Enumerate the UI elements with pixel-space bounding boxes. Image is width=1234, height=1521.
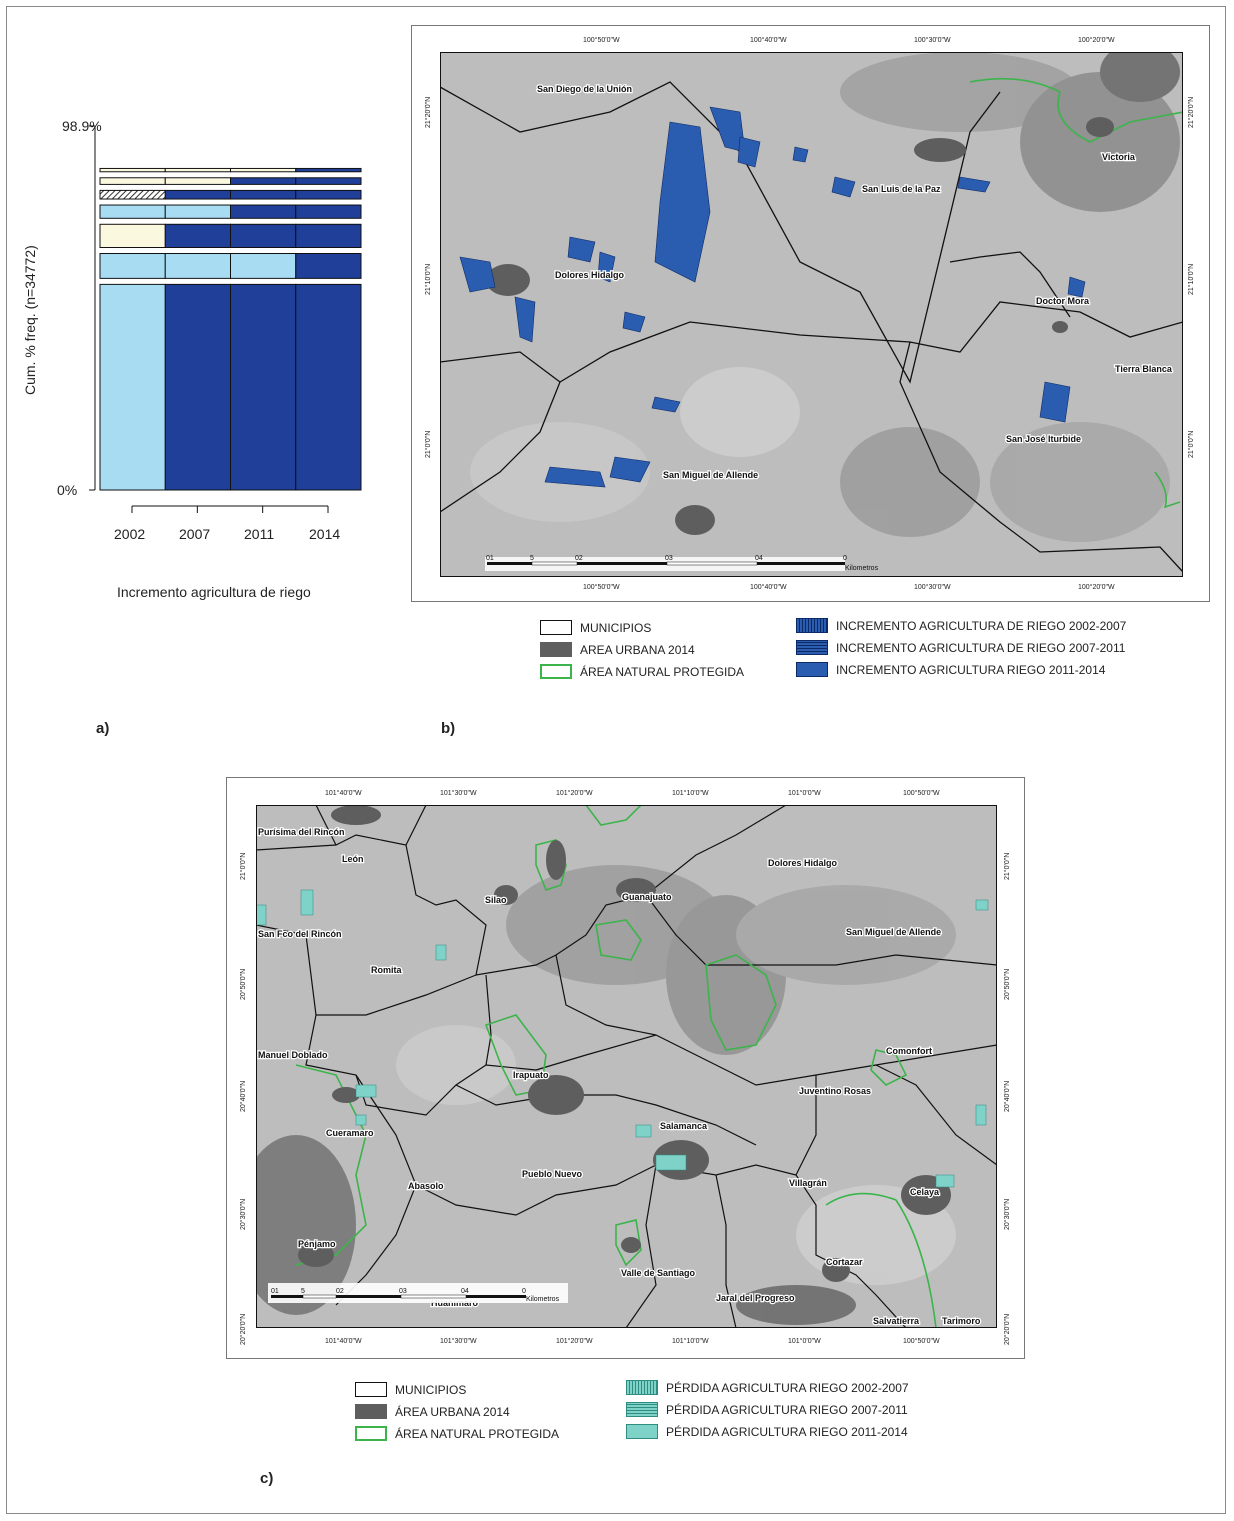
urban-swatch: [355, 1404, 387, 1419]
svg-text:02: 02: [336, 1288, 344, 1295]
place-label: Dolores Hidalgo: [768, 858, 838, 868]
legend-increase-2002-2007: INCREMENTO AGRICULTURA DE RIEGO 2002-2007: [796, 618, 1126, 633]
place-label: Valle de Santiago: [621, 1268, 696, 1278]
bar-cell-2007: [165, 168, 230, 171]
map-c-side-coord: 20°20'0"N: [240, 1313, 247, 1345]
map-b-bottom-coord: 100°20'0"W: [1078, 584, 1115, 591]
bar-cell-2002: [100, 168, 165, 171]
bar-cell-2011: [231, 178, 296, 185]
place-label: San Diego de la Unión: [537, 84, 633, 94]
bar-cell-2007: [165, 224, 230, 247]
bar-cell-2007: [165, 190, 230, 199]
place-label: San José Iturbide: [1006, 434, 1082, 444]
map-c-top-coord: 100°50'0"W: [903, 790, 940, 797]
svg-text:0: 0: [843, 555, 847, 562]
legend-municipios: MUNICIPIOS: [540, 620, 651, 635]
x-axis-title: Incremento agricultura de riego: [117, 584, 311, 600]
map-b-scale-bar: [485, 555, 879, 572]
bar-cell-2014: [296, 224, 361, 247]
urban-area: [1086, 117, 1114, 137]
x-tick-2011: 2011: [244, 526, 275, 542]
map-b-top-coord: 100°20'0"W: [1078, 37, 1115, 44]
bar-cell-2002: [100, 190, 165, 199]
map-b-top-coord: 100°40'0"W: [750, 37, 787, 44]
municipios-swatch: [355, 1382, 387, 1397]
x-tick-2002: 2002: [114, 526, 146, 542]
map-c-side-coord: 21°0'0"N: [240, 852, 247, 880]
panel-c-tag: c): [260, 1470, 274, 1487]
place-label: Salamanca: [660, 1121, 708, 1131]
x-tick-2014: 2014: [309, 526, 341, 542]
bar-cell-2014: [296, 178, 361, 185]
map-c-side-coord-right: 20°40'0"N: [1004, 1080, 1011, 1112]
place-label: Villagrán: [789, 1178, 827, 1188]
svg-text:02: 02: [575, 555, 583, 562]
place-label: Irapuato: [513, 1070, 549, 1080]
y-tick-top: 98.9%: [62, 118, 102, 134]
place-label: Tierra Blanca: [1115, 364, 1172, 374]
legend-protected-area-c: ÁREA NATURAL PROTEGIDA: [355, 1426, 559, 1441]
increase-horizontal-hatch-swatch: [796, 640, 828, 655]
legend-urban-area: AREA URBANA 2014: [540, 642, 695, 657]
place-label: San Miguel de Allende: [663, 470, 759, 480]
svg-text:03: 03: [399, 1288, 407, 1295]
place-label: Salvatierra: [873, 1316, 920, 1326]
bar-cell-2002: [100, 178, 165, 185]
increase-vertical-hatch-swatch: [796, 618, 828, 633]
bar-cell-2014: [296, 205, 361, 218]
svg-text:01: 01: [486, 555, 494, 562]
map-c-top-coord: 101°30'0"W: [440, 790, 477, 797]
bar-cell-2014: [296, 168, 361, 171]
map-b-bottom-coord: 100°50'0"W: [583, 584, 620, 591]
map-b-side-coord: 21°20'0"N: [425, 96, 432, 128]
map-c-side-coord-right: 21°0'0"N: [1004, 852, 1011, 880]
bar-cell-2002: [100, 254, 165, 279]
svg-text:01: 01: [271, 1288, 279, 1295]
map-b-side-coord-right: 21°20'0"N: [1188, 96, 1195, 128]
map-c-side-coord-right: 20°20'0"N: [1004, 1313, 1011, 1345]
stacked-bar-chart: [85, 118, 375, 548]
place-label: Jaral del Progreso: [716, 1293, 795, 1303]
map-b-bottom-coord: 100°40'0"W: [750, 584, 787, 591]
place-label: Cortazar: [826, 1257, 863, 1267]
bar-cell-2007: [165, 254, 230, 279]
panel-a-tag: a): [96, 720, 110, 737]
place-label: Cueramaro: [326, 1128, 374, 1138]
place-label: San Fco del Rincón: [258, 929, 342, 939]
urban-area: [914, 138, 966, 162]
svg-text:0: 0: [522, 1288, 526, 1295]
map-b-top-coord: 100°50'0"W: [583, 37, 620, 44]
urban-swatch: [540, 642, 572, 657]
place-label: Pueblo Nuevo: [522, 1169, 583, 1179]
map-c-side-coord: 20°30'0"N: [240, 1198, 247, 1230]
place-label: León: [342, 854, 364, 864]
protected-swatch: [540, 664, 572, 679]
legend-urban-area-c: ÁREA URBANA 2014: [355, 1404, 510, 1419]
bar-cell-2011: [231, 284, 296, 490]
place-label: Pénjamo: [298, 1239, 336, 1249]
bar-cell-2011: [231, 190, 296, 199]
municipios-swatch: [540, 620, 572, 635]
map-c-top-coord: 101°40'0"W: [325, 790, 362, 797]
y-axis-label: Cum. % freq. (n=34772): [22, 245, 38, 395]
legend-loss-2002-2007: PÉRDIDA AGRICULTURA RIEGO 2002-2007: [626, 1380, 909, 1395]
place-label: Comonfort: [886, 1046, 932, 1056]
map-c-top-coord: 101°10'0"W: [672, 790, 709, 797]
bar-cell-2011: [231, 205, 296, 218]
bar-cell-2014: [296, 284, 361, 490]
bar-cell-2007: [165, 178, 230, 185]
svg-text:03: 03: [665, 555, 673, 562]
x-tick-2007: 2007: [179, 526, 211, 542]
place-label: Tarimoro: [942, 1316, 981, 1326]
panel-b-tag: b): [441, 720, 456, 737]
map-c-side-coord: 20°50'0"N: [240, 968, 247, 1000]
bar-cell-2014: [296, 254, 361, 279]
svg-text:Kilometros: Kilometros: [845, 565, 879, 572]
map-c-bottom-coord: 101°30'0"W: [440, 1338, 477, 1345]
place-label: Celaya: [910, 1187, 940, 1197]
map-b-side-coord-right: 21°0'0"N: [1188, 430, 1195, 458]
place-label: Purísima del Rincón: [258, 827, 345, 837]
x-ticks: [132, 506, 328, 513]
bar-cells: [100, 168, 361, 490]
bar-cell-2011: [231, 168, 296, 171]
urban-area: [675, 505, 715, 535]
protected-swatch: [355, 1426, 387, 1441]
loss-solid-swatch: [626, 1424, 658, 1439]
loss-horizontal-hatch-swatch: [626, 1402, 658, 1417]
place-label: Juventino Rosas: [799, 1086, 872, 1096]
place-label: Romita: [371, 965, 402, 975]
place-label: Abasolo: [408, 1181, 444, 1191]
bar-cell-2002: [100, 224, 165, 247]
bar-cell-2014: [296, 190, 361, 199]
place-label: Guanajuato: [622, 892, 672, 902]
map-c-side-coord-right: 20°50'0"N: [1004, 968, 1011, 1000]
place-label: Victoria: [1102, 152, 1135, 162]
svg-text:04: 04: [755, 555, 763, 562]
place-label: San Luis de la Paz: [862, 184, 941, 194]
map-c-top-coord: 101°20'0"W: [556, 790, 593, 797]
legend-municipios-c: MUNICIPIOS: [355, 1382, 466, 1397]
place-label: San Miguel de Allende: [846, 927, 942, 937]
legend-loss-2007-2011: PÉRDIDA AGRICULTURA RIEGO 2007-2011: [626, 1402, 908, 1417]
urban-area: [1052, 321, 1068, 333]
legend-protected-area: ÁREA NATURAL PROTEGIDA: [540, 664, 744, 679]
map-b-side-coord-right: 21°10'0"N: [1188, 263, 1195, 295]
svg-text:04: 04: [461, 1288, 469, 1295]
map-c-side-coord: 20°40'0"N: [240, 1080, 247, 1112]
bar-cell-2011: [231, 224, 296, 247]
map-c-bottom-coord: 101°20'0"W: [556, 1338, 593, 1345]
svg-text:5: 5: [530, 555, 534, 562]
map-c-bottom-coord: 100°50'0"W: [903, 1338, 940, 1345]
legend-increase-2011-2014: INCREMENTO AGRICULTURA RIEGO 2011-2014: [796, 662, 1105, 677]
map-b-side-coord: 21°10'0"N: [425, 263, 432, 295]
map-c-bottom-coord: 101°40'0"W: [325, 1338, 362, 1345]
svg-text:Kilometros: Kilometros: [526, 1296, 560, 1303]
legend-loss-2011-2014: PÉRDIDA AGRICULTURA RIEGO 2011-2014: [626, 1424, 908, 1439]
loss-vertical-hatch-swatch: [626, 1380, 658, 1395]
map-c-scale-bar: [268, 1283, 568, 1303]
svg-text:5: 5: [301, 1288, 305, 1295]
place-label: Manuel Doblado: [258, 1050, 328, 1060]
map-b-top-coord: 100°30'0"W: [914, 37, 951, 44]
bar-cell-2002: [100, 284, 165, 490]
map-c-bottom-coord: 101°10'0"W: [672, 1338, 709, 1345]
map-b-side-coord: 21°0'0"N: [425, 430, 432, 458]
bar-cell-2011: [231, 254, 296, 279]
legend-increase-2007-2011: INCREMENTO AGRICULTURA DE RIEGO 2007-2011: [796, 640, 1125, 655]
place-label: Silao: [485, 895, 507, 905]
bar-cell-2007: [165, 205, 230, 218]
map-c-top-coord: 101°0'0"W: [788, 790, 821, 797]
place-label: Doctor Mora: [1036, 296, 1090, 306]
map-c-side-coord-right: 20°30'0"N: [1004, 1198, 1011, 1230]
map-c-bottom-coord: 101°0'0"W: [788, 1338, 821, 1345]
increase-solid-swatch: [796, 662, 828, 677]
map-b-bottom-coord: 100°30'0"W: [914, 584, 951, 591]
bar-cell-2007: [165, 284, 230, 490]
map-c: [256, 805, 997, 1328]
map-b: [440, 52, 1183, 577]
place-label: Dolores Hidalgo: [555, 270, 625, 280]
y-tick-bottom: 0%: [57, 482, 78, 498]
bar-cell-2002: [100, 205, 165, 218]
